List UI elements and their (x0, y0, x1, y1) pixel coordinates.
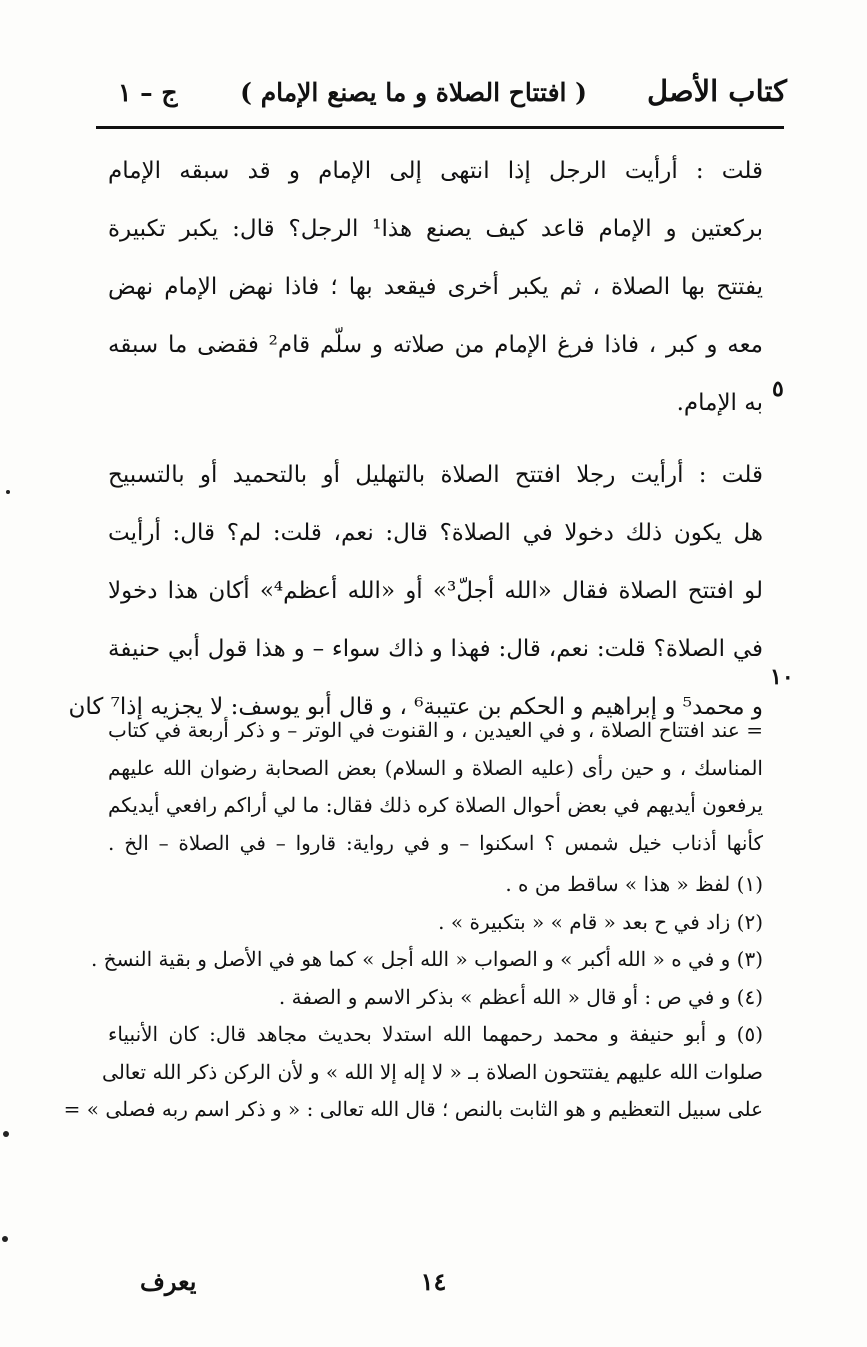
scan-speck (6, 490, 10, 494)
page-number: ١٤ (420, 1267, 447, 1296)
text-line: لو افتتح الصلاة فقال «الله أجلّ³» أو «الله أعظم⁴» أكان هذا دخولا (108, 578, 763, 604)
volume-number: ج – ١ (118, 78, 178, 107)
footnote-5-line: على سبيل التعظيم و هو الثابت بالنص ؛ قال الله تعالى : « و ذكر اسم ربه فصلى » = (63, 1097, 763, 1121)
text-line: به الإمام. (676, 390, 763, 416)
footnote-line: كأنها أذناب خيل شمس ؟ اسكنوا – و في رواية: قاروا – في الصلاة – الخ . (108, 830, 763, 855)
line-number-10: ١٠ (770, 664, 794, 690)
text-line: و محمد⁵ و إبراهيم و الحكم بن عتيبة⁶ ، و قال أبو يوسف: لا يجزيه إذا⁷ كان (68, 694, 763, 720)
footnote-4: (٤) و في ص : أو قال « الله أعظم » بذكر الاسم و الصفة . (278, 984, 763, 1009)
footnote-5: (٥) و أبو حنيفة و محمد رحمهما الله استدلا بحديث مجاهد قال: كان الأنبياء (108, 1022, 763, 1046)
text-line: في الصلاة؟ قلت: نعم، قال: فهذا و ذاك سواء – و هذا قول أبي حنيفة (108, 636, 763, 662)
book-title: كتاب الأصل (647, 74, 787, 108)
text-line: قلت : أرأيت رجلا افتتح الصلاة بالتهليل أو بالتحميد أو بالتسبيح (108, 462, 763, 488)
header-rule (96, 126, 784, 129)
section-title: ( افتتاح الصلاة و ما يصنع الإمام ) (240, 78, 587, 107)
text-line: قلت : أرأيت الرجل إذا انتهى إلى الإمام و قد سبقه الإمام (108, 158, 763, 184)
footnote-2: (٢) زاد في ح بعد « قام » « بتكبيرة » . (438, 909, 763, 934)
main-text (68, 142, 763, 736)
text-line: بركعتين و الإمام قاعد كيف يصنع هذا¹ الرجل؟ قال: يكبر تكبيرة (108, 216, 763, 242)
running-header (96, 70, 787, 122)
footnote-line: المناسك ، و حين رأى (عليه الصلاة و السلام) بعض الصحابة رضوان الله عليهم (108, 755, 763, 780)
catchword: يعرف (140, 1267, 197, 1296)
footnote-3: (٣) و في ه « الله أكبر » و الصواب « الله أجل » كما هو في الأصل و بقية النسخ . (90, 947, 763, 971)
footnote-1: (١) لفظ « هذا » ساقط من ه . (505, 872, 763, 896)
footnote-5-line: صلوات الله عليهم يفتتحون الصلاة بـ « لا إله إلا الله » و لأن الركن ذكر الله تعالى (102, 1059, 763, 1084)
footnote-line: = عند افتتاح الصلاة ، و في العيدين ، و القنوت في الوتر – و ذكر أربعة في كتاب (108, 718, 763, 742)
text-line: يفتتح بها الصلاة ، ثم يكبر أخرى فيقعد بها ؛ فاذا نهض الإمام نهض (108, 274, 763, 300)
text-line: معه و كبر ، فاذا فرغ الإمام من صلاته و سلّم قام² فقضى ما سبقه (108, 332, 763, 358)
scan-speck (3, 1131, 9, 1137)
line-number-5: ٥ (772, 376, 784, 402)
scan-speck (2, 1236, 8, 1242)
text-line: هل يكون ذلك دخولا في الصلاة؟ قال: نعم، قلت: لم؟ قال: أرأيت (108, 520, 763, 546)
footnote-line: يرفعون أيديهم في بعض أحوال الصلاة كره ذلك فقال: ما لي أراكم رافعي أيديكم (108, 793, 763, 817)
footnotes (63, 712, 763, 1129)
